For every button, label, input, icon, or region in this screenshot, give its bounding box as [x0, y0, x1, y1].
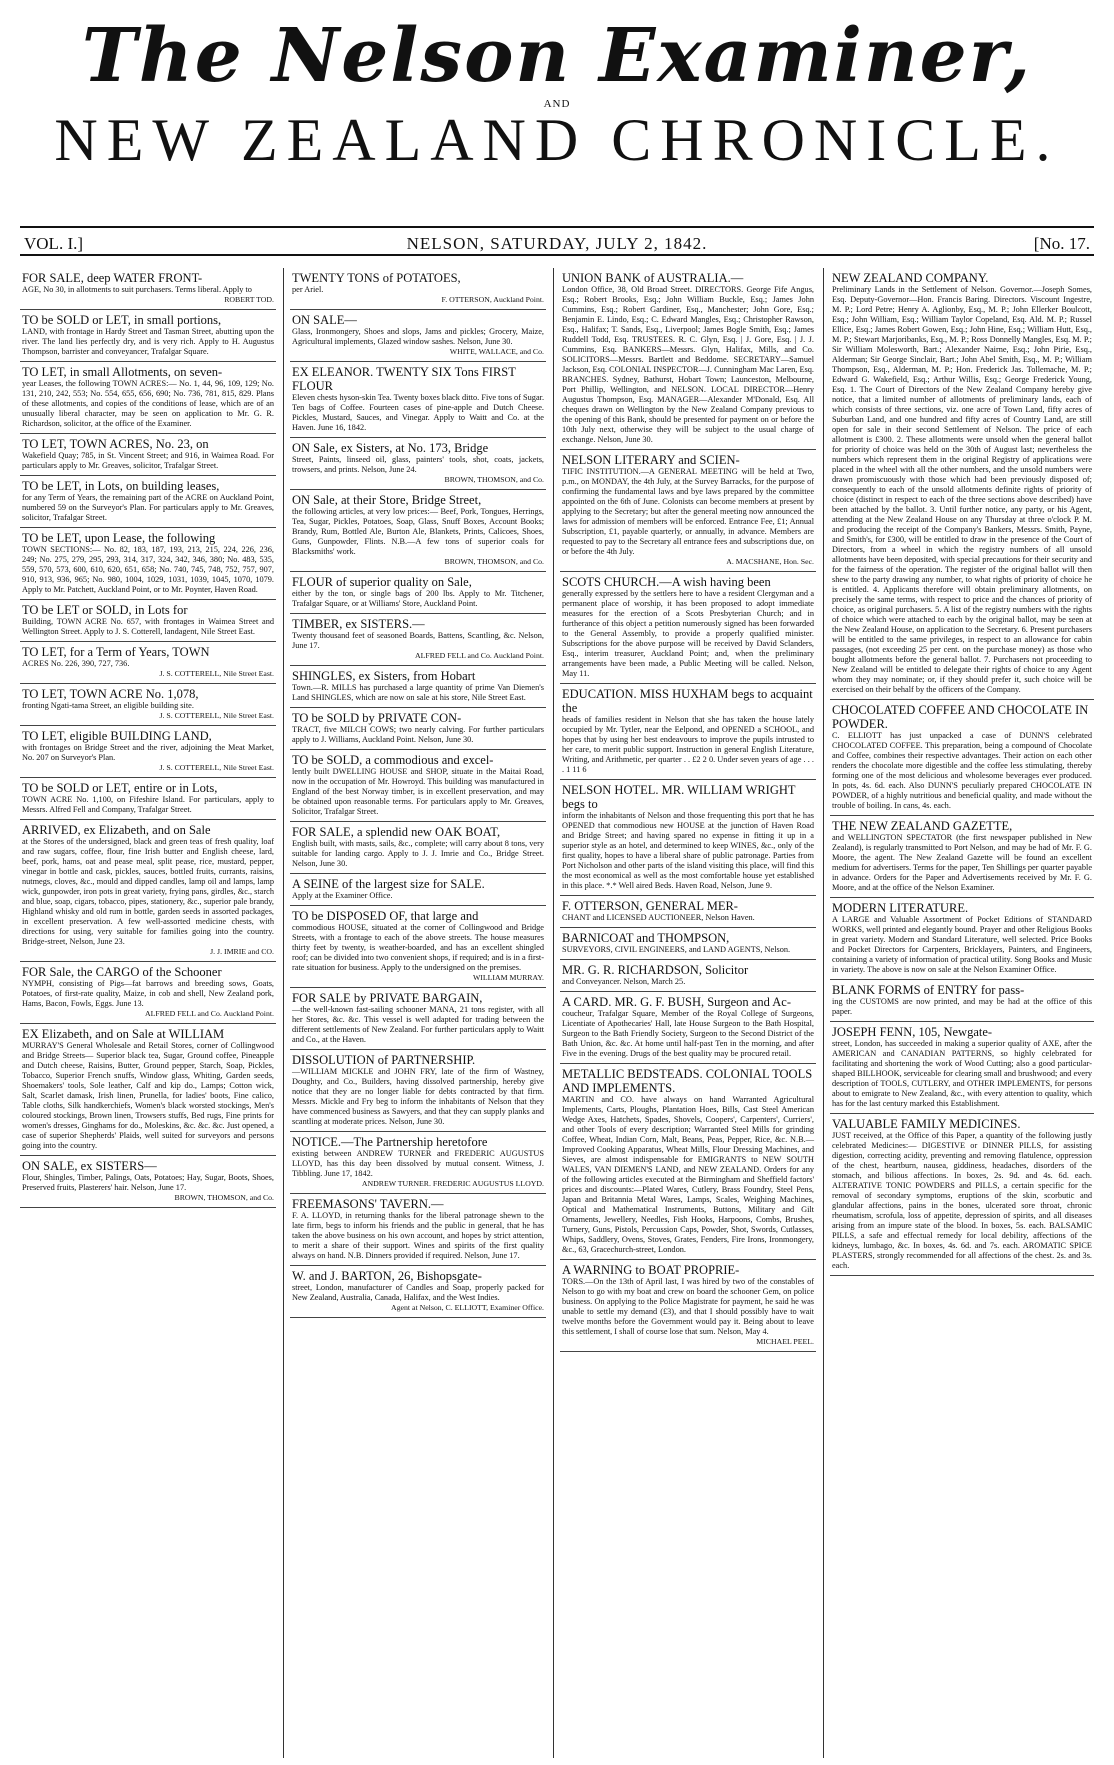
advertisement-heading: FOR SALE, a splendid new OAK BOAT, — [292, 825, 501, 839]
advertisement-body: Flour, Shingles, Timber, Palings, Oats, Potatoes; Hay, Sugar, Boots, Shoes, Preserved fruits, Plasterers' hair. Nelson, June 17. — [22, 1173, 274, 1192]
advertisement-body: —the well-known fast-sailing schooner MANA, 21 tons register, with all her Stores, &c. &c. This vessel is well adapted for trading between the different settlements of New Zealand. For further particulars apply to Waitt and Co., at the Haven. — [292, 1005, 544, 1044]
advertisement-heading: NEW ZEALAND COMPANY. — [832, 271, 989, 285]
columns — [20, 268, 1094, 1758]
advertisement — [20, 726, 276, 778]
advertisement — [290, 268, 546, 310]
advertisement — [290, 1266, 546, 1318]
advertisement-body: CHANT and LICENSED AUCTIONEER, Nelson Haven. — [562, 913, 755, 922]
advertisement — [290, 572, 546, 614]
advertisement-body: year Leases, the following TOWN ACRES:— No. 1, 44, 96, 109, 129; No. 131, 210, 242, 553; No. 554, 655, 656, 690; No. 736, 781, 815, 829. Plans of these allotments, and copies of the conditions of lease, which are of an unusually liberal character, may be seen on application to Mr. G. R. Richardson, solicitor, at the office of the Examiner. — [22, 379, 274, 428]
advertisement — [560, 450, 816, 572]
volume-label: VOL. I.] — [24, 234, 84, 253]
advertisement — [290, 1132, 546, 1194]
advertisement — [290, 874, 546, 906]
advertisement — [560, 896, 816, 928]
advertisement-body: LAND, with frontage in Hardy Street and Tasman Street, abutting upon the river. The land lies perfectly dry, and is very rich. Apply to H. Augustus Thompson, barrister and conveyancer, Trafalgar Square. — [22, 327, 274, 356]
advertisement-heading: ON SALE— — [292, 313, 357, 327]
advertisement-body: coucheur, Trafalgar Square, Member of the Royal College of Surgeons, Licentiate of Apothecaries' Hall, late House Surgeon to the Bath Hospital, Surgeon to the Bath Friendly Society, Surgeon to the Second District of the Bath Union, &c. &c. At home until half-past Ten in the morning, and after Five in the evening. Drugs of the best quality may be procured retail. — [562, 1009, 814, 1058]
advertisement-body: AGE, No 30, in allotments to suit purchasers. Terms liberal. Apply to — [22, 285, 252, 294]
advertisement-heading: FREEMASONS' TAVERN.— — [292, 1197, 444, 1211]
advertisement-heading: TO be DISPOSED OF, that large and — [292, 909, 479, 923]
column-3 — [560, 268, 816, 1758]
advertisement-body: TRACT, five MILCH COWS; two nearly calving. For further particulars apply to J. Williams, Auckland Point. Nelson, June 30. — [292, 725, 544, 744]
advertisement-body: inform the inhabitants of Nelson and those frequenting this port that he has OPENED that commodious new HOUSE at the junction of Haven Road and Bridge Street; and having spared no expense in fitting it up in a superior style as an hotel, and determined to keep WINES, &c., only of the first quality, hopes to have a liberal share of public patronage. Parties from Port Nicholson and other parts of the island visiting this place, will find this the most economical as well as the most comfortable house yet established in this place. *.* Well aired Beds. Haven Road, Nelson, June 9. — [562, 811, 814, 890]
advertisement-heading: ON Sale, at their Store, Bridge Street, — [292, 493, 482, 507]
advertisement-body: Town.—R. MILLS has purchased a large quantity of prime Van Diemen's Land SHINGLES, which are now on sale at his store, Nile Street East. — [292, 683, 544, 702]
advertisement-body: fronting Ngati-tama Street, an eligible building site. — [22, 701, 194, 710]
advertisement-body: street, London, manufacturer of Candles and Soap, properly packed for New Zealand, Australia, Canada, Halifax, and the West Indies. — [292, 1283, 544, 1302]
advertisement-signature: J. S. COTTERELL, Nile Street East. — [159, 763, 274, 772]
advertisement — [560, 780, 816, 896]
advertisement — [560, 928, 816, 960]
advertisement-heading: EDUCATION. MISS HUXHAM begs to acquaint the — [562, 687, 813, 715]
advertisement-heading: BLANK FORMS of ENTRY for pass- — [832, 983, 1025, 997]
advertisement-body: TIFIC INSTITUTION.—A GENERAL MEETING will be held at Two, p.m., on MONDAY, the 4th July, at the Survey Barracks, for the purpose of confirming the fundamental laws and bye laws prepared by the committee appointed on the 6th of June. Colonists can become members at present by applying to the Secretary; but after the general meeting now announced the laws for admission of members will be enforced. Entrance Fee, £1; Annual Subscription, £1, payable quarterly, or annually, in advance. Members are requested to pay to the Secretary all entrance fees and subscriptions due, on or before the 4th July. — [562, 467, 814, 556]
advertisement — [290, 490, 546, 572]
advertisement — [560, 572, 816, 684]
advertisement — [830, 1114, 1094, 1276]
advertisement-body: with frontages on Bridge Street and the river, adjoining the Meat Market, No. 207 on Surveyor's Plan. — [22, 743, 274, 762]
advertisement-signature: BROWN, THOMSON, and Co. — [444, 557, 544, 566]
advertisement-heading: METALLIC BEDSTEADS. COLONIAL TOOLS AND IMPLEMENTS. — [562, 1067, 813, 1095]
advertisement-body: TOWN ACRE No. 1,100, on Fifeshire Island. For particulars, apply to Messrs. Alfred Fell and Company, Trafalgar Street. — [22, 795, 274, 814]
advertisement-body: Street, Paints, linseed oil, glass, painters' tools, shot, coats, jackets, trowsers, and prints. Nelson, June 24. — [292, 455, 544, 474]
column-rule — [283, 268, 284, 1758]
column-rule — [823, 268, 824, 1758]
advertisement — [830, 268, 1094, 700]
advertisement-signature: BROWN, THOMSON, and Co. — [444, 475, 544, 484]
column-4 — [830, 268, 1094, 1758]
advertisement-heading: NELSON HOTEL. MR. WILLIAM WRIGHT begs to — [562, 783, 796, 811]
advertisement — [290, 822, 546, 874]
issue-date: NELSON, SATURDAY, JULY 2, 1842. — [406, 234, 708, 253]
advertisement-heading: TO be SOLD by PRIVATE CON- — [292, 711, 462, 725]
advertisement — [290, 362, 546, 438]
advertisement — [290, 988, 546, 1050]
advertisement-body: at the Stores of the undersigned, black and green teas of fresh quality, loaf and raw sugars, coffee, flour, fine Irish butter and English cheese, lard, beef, pork, hams, oat and pease meal, split pease, rice, mustard, pepper, vinegar in bottle and cask, pickles, sauces, bottled fruits, currants, raisins, nutmegs, cloves, &c., mould and dipped candles, lamp oil and lamps, lamp wick, gunpowder, iron pots in great variety, frying pans, girdles, &c., starch and blue, soap, cigars, tobacco, pipes, stationery, &c., superior pale brandy, Highland whisky and old rum in bottle, garden seeds in assorted packages, in excellent preservation. A few well-assorted medicine chests, with directions for using, very suitable for families going into the country. Bridge-street, Nelson, June 23. — [22, 837, 274, 946]
advertisement — [290, 438, 546, 490]
advertisement-heading: TO be LET or SOLD, in Lots for — [22, 603, 188, 617]
advertisement-heading: TO be LET, in Lots, on building leases, — [22, 479, 220, 493]
advertisement-body: ing the CUSTOMS are now printed, and may be had at the office of this paper. — [832, 997, 1092, 1016]
advertisement-body: ACRES No. 226, 390, 727, 736. — [22, 659, 130, 668]
column-rule — [553, 268, 554, 1758]
advertisement — [290, 708, 546, 750]
advertisement-body: A LARGE and Valuable Assortment of Pocket Editions of STANDARD WORKS, well printed and elegantly bound. Prayer and other Religious Books in great variety. Modern and Standard Literature, well selected. Price Books and Pocket Directors for Carpenters, Bricklayers, Painters, and Engineers, containing a variety of information of practical utility. Song Books and Music in variety. The above is now on sale at the Nelson Examiner Office. — [832, 915, 1092, 974]
advertisement-signature: F. OTTERSON, Auckland Point. — [441, 295, 544, 304]
advertisement — [830, 980, 1094, 1022]
advertisement-signature: ALFRED FELL and Co. Auckland Point. — [414, 651, 544, 660]
advertisement-signature: MICHAEL PEEL. — [756, 1337, 814, 1346]
newspaper-subtitle: NEW ZEALAND CHRONICLE. — [54, 107, 1060, 173]
advertisement-body: Building, TOWN ACRE No. 657, with frontages in Waimea Street and Wellington Street. Apply to J. S. Cotterell, landagent, Nile Street East. — [22, 617, 274, 636]
advertisement-heading: TO be SOLD or LET, entire or in Lots, — [22, 781, 218, 795]
advertisement-heading: TO LET, TOWN ACRE No. 1,078, — [22, 687, 199, 701]
advertisement-heading: TO LET, in small Allotments, on seven- — [22, 365, 223, 379]
advertisement-heading: FLOUR of superior quality on Sale, — [292, 575, 472, 589]
advertisement-body: Eleven chests hyson-skin Tea. Twenty boxes black ditto. Five tons of Sugar. Ten bags of Coffee. Fourteen cases of pine-apple and Dutch Cheese. Pickles, Mustard, Sauces, and Vinegar. Apply to Waitt and Co. at the Haven. June 16, 1842. — [292, 393, 545, 432]
advertisement — [20, 476, 276, 528]
advertisement-body: either by the ton, or single bags of 200 lbs. Apply to Mr. Titchener, Trafalgar Square, or at Williams' Store, Auckland Point. — [292, 589, 544, 608]
advertisement-signature: BROWN, THOMSON, and Co. — [174, 1193, 274, 1202]
advertisement-heading: SCOTS CHURCH.—A wish having been — [562, 575, 771, 589]
advertisement-heading: NELSON LITERARY and SCIEN- — [562, 453, 740, 467]
advertisement-body: street, London, has succeeded in making a superior quality of AXE, after the AMERICAN and CANADIAN PATTERNS, so highly celebrated for facilitating and shortening the work of Wood Cutting; also a good particular-shaped BILLHOOK, serviceable for clearing small and brushwood; and every description of TOOLS, CUTLERY, and OTHER IMPLEMENTS, for persons about to emigrate to New Zealand, &c., with every attention to quality, which has for the last century marked this Establishment. — [832, 1039, 1092, 1108]
advertisement-body: lently built DWELLING HOUSE and SHOP, situate in the Maitai Road, now in the occupation of Mr. Howroyd. This building was manufactured in England of the best Norway timber, is in excellent preservation, and may be obtained upon reasonable terms. For particulars apply to Mr. Greaves, Solicitor, Trafalgar Street. — [292, 767, 544, 816]
advertisement-body: NYMPH, consisting of Pigs—fat barrows and breeding sows, Goats, Potatoes, of first-rate quality, Maize, in cob and shell, New Zealand pork, Hams, Bacon, Fowls, Eggs. June 13. — [22, 979, 274, 1008]
advertisement-heading: BARNICOAT and THOMPSON, — [562, 931, 730, 945]
advertisement — [20, 1024, 276, 1156]
advertisement-body: C. ELLIOTT has just unpacked a case of DUNN'S celebrated CHOCOLATED COFFEE. This preparation, being a compound of Chocolate and Coffee, combines their respective advantages. Their action on each other renders the chocolate more digestible and the coffee less stimulating, thereby forming one of the most delicious and wholesome beverages ever produced. In pots, 4s. 6d. each. Also DUNN'S peculiarly prepared CHOCOLATE IN POWDER, of a highly nutritious and beneficial quality, and made without the trouble of boiling. In cans, 4s. each. — [832, 731, 1092, 810]
advertisement — [20, 684, 276, 726]
advertisement-signature: A. MACSHANE, Hon. Sec. — [726, 557, 814, 566]
advertisement-heading: EX ELEANOR. TWENTY SIX Tons FIRST FLOUR — [292, 365, 516, 393]
advertisement-signature: ALFRED FELL and Co. Auckland Point. — [144, 1009, 274, 1018]
advertisement-heading: A SEINE of the largest size for SALE. — [292, 877, 485, 891]
advertisement — [830, 700, 1094, 816]
advertisement-signature: WILLIAM MURRAY. — [472, 973, 544, 982]
advertisement — [20, 962, 276, 1024]
advertisement-heading: TIMBER, ex SISTERS.— — [292, 617, 425, 631]
advertisement-heading: DISSOLUTION of PARTNERSHIP. — [292, 1053, 476, 1067]
newspaper-title: The Nelson Examiner, — [81, 13, 1033, 99]
advertisement — [560, 1260, 816, 1352]
advertisement-heading: W. and J. BARTON, 26, Bishopsgate- — [292, 1269, 482, 1283]
advertisement-heading: EX Elizabeth, and on Sale at WILLIAM — [22, 1027, 225, 1041]
advertisement — [830, 816, 1094, 898]
advertisement — [20, 820, 276, 962]
column-2 — [290, 268, 546, 1758]
advertisement — [290, 666, 546, 708]
advertisement-heading: JOSEPH FENN, 105, Newgate- — [832, 1025, 993, 1039]
advertisement-signature: Agent at Nelson, C. ELLIOTT, Examiner Office. — [390, 1303, 544, 1312]
advertisement-heading: ARRIVED, ex Elizabeth, and on Sale — [22, 823, 211, 837]
advertisement-signature: J. J. IMRIE and CO. — [210, 947, 274, 956]
advertisement — [290, 310, 546, 362]
advertisement-heading: FOR SALE, deep WATER FRONT- — [22, 271, 203, 285]
advertisement — [20, 434, 276, 476]
advertisement — [20, 528, 276, 600]
advertisement-body: Glass, Ironmongery, Shoes and slops, Jams and pickles; Grocery, Maize, Agricultural implements, Glazed window sashes. Nelson, June 30. — [292, 327, 544, 346]
advertisement-heading: SHINGLES, ex Sisters, from Hobart — [292, 669, 476, 683]
advertisement-heading: TO LET, TOWN ACRES, No. 23, on — [22, 437, 209, 451]
advertisement-heading: F. OTTERSON, GENERAL MER- — [562, 899, 738, 913]
advertisement-signature: ANDREW TURNER. FREDERIC AUGUSTUS LLOYD. — [361, 1179, 544, 1188]
advertisement-heading: FOR SALE by PRIVATE BARGAIN, — [292, 991, 483, 1005]
advertisement-heading: NOTICE.—The Partnership heretofore — [292, 1135, 488, 1149]
advertisement-heading: TO be SOLD, a commodious and excel- — [292, 753, 494, 767]
advertisement-body: F. A. LLOYD, in returning thanks for the liberal patronage shewn to the late firm, begs to inform his friends and the public in general, that he has taken the above business on his own account, and hopes by strict attention, to merit a share of their support. Wines and spirits of the first quality always on hand. N.B. Dinners provided if required. Nelson, June 17. — [292, 1211, 544, 1260]
advertisement — [20, 1156, 276, 1208]
advertisement-body: Preliminary Lands in the Settlement of Nelson. Governor.—Joseph Somes, Esq. Deputy-Governor—Hon. Francis Baring. Directors. Viscount Ingestre, M. P.; Lord Petre; Henry A. Aglionby, Esq., M. P.; John Ellerker Boulcott, Esq.; John William, Esq.; William Taylor Copeland, Esq. Ald. M. P.; Russel Ellice, Esq.; James Robert Gowen, Esq.; John Hine, Esq.; William Hutt, Esq., M. P.; Stewart Marjoribanks, Esq., M. P.; Ross Donnelly Mangles, Esq. M. P.; Sir William Molesworth, Bart.; Alexander Nairne, Esq.; John Pirie, Esq., Alderman; Sir George Sinclair, Bart.; John Abel Smith, Esq., M. P.; William Thompson, Esq., Alderman, M. P.; Hon. Frederick Jas. Tollemache, M. P.; Edward G. Wakefield, Esq.; Arthur Willis, Esq.; George Frederick Young, Esq. 1. The Court of Directors of the New Zealand Company hereby give notice, that a limited number of allotments of preliminary lands, each of which consists of three sections, viz. one acre of Town Land, fifty acres of Suburban Land, and one hundred and fifty acres of Country Land, are still open for sale in their second Settlement of Nelson. The price of each allotment is £300. 2. These allotments were unsold when the general ballot for priority of choice was held on the 30th of August last; nevertheless the numbers which represent them in the original Registry of applications were placed in the wheel with all the other numbers, and the unsold numbers were drawn promiscuously with those which had been previously disposed of; consequently to each of the unsold allotments definite rights of priority of choice (distinct in respect to each of the three sections above described) have been attached by the ballot. 3. Until further notice, any party, or his Agent, attending at the New Zealand House on any Thursday at three o'clock P. M. and producing the receipt of the Company's Bankers, Messrs. Smith, Payne, and Smith's, for £300, will be entitled to draw in the presence of the Court of Directors, from a wheel in which the registry numbers of all unsold allotments have been deposited, with special precautions for their security and for the fairness of the operation. The register of the original ballot will then shew to the party drawing any number, to what rights of priority of choice he is entitled. 4. Applicants therefore will obtain preliminary allotments, on precisely the same terms, with respect to price and the chances of priority of choice, as original purchasers. 5. A list of the registry numbers with the rights of choice which were attached to each by the original ballot, may be seen at the New Zealand House, on application to the Secretary. 6. Present purchasers will be entitled to the same privileges, in respect to an allowance for cabin passages, (not exceeding 25 per cent. on the purchase money) as those who bought allotments before the general ballot. 7. Purchasers not proceeding to New Zealand will be entitled to delegate their rights of choice to any Agent whom they may nominate; or, if they should prefer it, such choice will be exercised on their behalf by the officers of the Company. — [832, 285, 1092, 694]
advertisement-body: Apply at the Examiner Office. — [292, 891, 393, 900]
advertisement-body: TOWN SECTIONS:— No. 82, 183, 187, 193, 213, 215, 224, 226, 236, 249; No. 275, 279, 295, 293, 314, 317, 324, 342, 346, 380; No. 483, 535, 559, 570, 573, 600, 610, 620, 651, 658; No. 740, 745, 748, 752, 757, 907, 910, 913, 936, 965; No. 980, 1004, 1029, 1031, 1039, 1045, 1070, 1079. Apply to Mr. Patchett, Auckland Point, or to Mr. Poynter, Haven Road. — [22, 545, 274, 594]
advertisement-body: per Ariel. — [292, 285, 324, 294]
advertisement — [560, 1064, 816, 1260]
advertisement-heading: MODERN LITERATURE. — [832, 901, 969, 915]
advertisement-heading: THE NEW ZEALAND GAZETTE, — [832, 819, 1013, 833]
advertisement-body: commodious HOUSE, situated at the corner of Collingwood and Bridge Streets, with a frontage to each of the above streets. The house measures thirty feet by twenty, is weather-boarded, and has an excellent shingled roof; can be divided into two convenient shops, if required; and is in a first-rate situation for business. Apply to the undersigned on the premises. — [292, 923, 544, 972]
advertisement-heading: ON Sale, ex Sisters, at No. 173, Bridge — [292, 441, 489, 455]
advertisement — [560, 684, 816, 780]
advertisement-signature: ROBERT TOD. — [224, 295, 274, 304]
advertisement-body: TORS.—On the 13th of April last, I was hired by two of the constables of Nelson to go with my boat and crew on board the schooner Gem, on police business. On applying to the Police Magistrate for payment, he said he was unable to settle my demand (£3), and that I should possibly have to wait twelve months before the Government would pay it. Being about to leave this settlement, I shall of course lose that sum. Nelson, May 4. — [562, 1277, 814, 1336]
advertisement-body: for any Term of Years, the remaining part of the ACRE on Auckland Point, numbered 59 on the Surveyor's Plan. For particulars apply to Mr. Greaves, solicitor, Trafalgar Street. — [22, 493, 274, 522]
advertisement-body: existing between ANDREW TURNER and FREDERIC AUGUSTUS LLOYD, has this day been dissolved by mutual consent. Witness, J. Tibbling. June 17, 1842. — [292, 1149, 544, 1178]
advertisement — [830, 898, 1094, 980]
issue-number: [No. 17. — [1033, 234, 1090, 253]
advertisement-signature: J. S. COTTERELL, Nile Street East. — [159, 669, 274, 678]
advertisement-signature: J. S. COTTERELL, Nile Street East. — [159, 711, 274, 720]
advertisement — [290, 750, 546, 822]
advertisement-body: JUST received, at the Office of this Paper, a quantity of the following justly celebrated Medicines:— DIGESTIVE or DINNER PILLS, for assisting digestion, correcting acidity, preventing and removing flatulence, oppression of the chest, heartburn, nausea, giddiness, headaches, disorders of the stomach, and bilious affections. In boxes, 2s. 9d. and 4s. 6d. each. ALTERATIVE TONIC POWDERS and PILLS, a certain specific for the removal of secondary symptoms, eruptions of the skin, scorbutic and glandular affections, pains in the bones, ulcerated sore throat, chronic rheumatism, scrofula, loss of appetite, depression of spirits, and all diseases arising from an impure state of the blood. In boxes, 5s. each. BALSAMIC PILLS, a safe and effectual remedy for local debility, affections of the kidneys, lumbago, &c. In boxes, 4s. 6d. and 7s. each. AROMATIC SPICE PLASTERS, strongly recommended for all affections of the chest. 2s. and 3s. each. — [832, 1131, 1092, 1270]
advertisement-signature: WHITE, WALLACE, and Co. — [449, 347, 544, 356]
advertisement — [20, 362, 276, 434]
advertisement-body: and Conveyancer. Nelson, March 25. — [562, 977, 686, 986]
advertisement-heading: ON SALE, ex SISTERS— — [22, 1159, 157, 1173]
advertisement-body: SURVEYORS, CIVIL ENGINEERS, and LAND AGENTS, Nelson. — [562, 945, 791, 954]
advertisement-heading: A WARNING to BOAT PROPRIE- — [562, 1263, 740, 1277]
advertisement — [290, 906, 546, 988]
advertisement-heading: TWENTY TONS of POTATOES, — [292, 271, 461, 285]
advertisement-body: English built, with masts, sails, &c., complete; will carry about 8 tons, very suitable for landing cargo. Apply to J. J. Imrie and Co., Bridge Street. Nelson, June 30. — [292, 839, 544, 868]
advertisement — [290, 614, 546, 666]
advertisement-heading: FOR Sale, the CARGO of the Schooner — [22, 965, 222, 979]
advertisement-body: —WILLIAM MICKLE and JOHN FRY, late of the firm of Wastney, Doughty, and Co., Builders, having dissolved partnership, hereby give notice that they are no longer liable for debts contracted by that firm. Messrs. Mickle and Fry beg to inform the inhabitants of Nelson that they have commenced business as Sawyers, and that they can supply planks and scantling at moderate prices. Nelson, June 30. — [292, 1067, 544, 1126]
advertisement-heading: VALUABLE FAMILY MEDICINES. — [832, 1117, 1021, 1131]
advertisement — [290, 1050, 546, 1132]
masthead-and: AND — [543, 98, 571, 110]
advertisement — [560, 960, 816, 992]
advertisement-body: Wakefield Quay; 785, in St. Vincent Street; and 916, in Waimea Road. For particulars apply to Mr. Greaves, solicitor, Trafalgar Street. — [22, 451, 274, 470]
column-1 — [20, 268, 276, 1758]
advertisement-heading: TO be LET, upon Lease, the following — [22, 531, 216, 545]
advertisement-heading: TO be SOLD or LET, in small portions, — [22, 313, 222, 327]
advertisement — [560, 992, 816, 1064]
advertisement — [20, 642, 276, 684]
advertisement-body: and WELLINGTON SPECTATOR (the first newspaper published in New Zealand), is regularly transmitted to Port Nelson, and may be had of Mr. F. G. Moore, the agent. The New Zealand Gazette will be found an excellent medium for advertisers. Terms for the paper, Ten Shillings per quarter payable in advance. Orders for the Paper and Advertisements received by Mr. F. G. Moore, and at the office of the Nelson Examiner. — [832, 833, 1092, 892]
advertisement — [20, 310, 276, 362]
advertisement — [290, 1194, 546, 1266]
dateline — [20, 226, 1094, 256]
advertisement-body: Twenty thousand feet of seasoned Boards, Battens, Scantling, &c. Nelson, June 17. — [292, 631, 544, 650]
advertisement-heading: TO LET, eligible BUILDING LAND, — [22, 729, 212, 743]
advertisement-body: heads of families resident in Nelson that she has taken the house lately occupied by Mr. Tytler, near the Eelpond, and OPENED a SCHOOL, and hopes that by using her best endeavours to improve the pupils intrusted to her care, to merit public support. Instruction in general English Literature, Writing, and Arithmetic, per quarter . . £2 2 0. Under seven years of age . . . . 1 11 6 — [562, 715, 814, 774]
advertisement — [20, 268, 276, 310]
advertisement-body: London Office, 38, Old Broad Street. DIRECTORS. George Fife Angus, Esq.; Robert Brooks, Esq.; John William Buckle, Esq.; James John Cummins, Esq.; Robert Gardiner, Esq., Manchester; John Gore, Esq.; Benjamin E. Lindo, Esq.; C. Edward Mangles, Esq.; Christopher Rawson, Esq., Halifax; T. Sands, Esq., Liverpool; James Bogle Smith, Esq.; James Ruddell Todd, Esq. TRUSTEES. R. C. Glyn, Esq. | J. Gore, Esq. | J. J. Cummins, Esq. BANKERS—Messrs. Glyn, Halifax, Mills, and Co. SOLICITORS—Messrs. Bartlett and Beddome. SECRETARY—Samuel Jackson, Esq. COLONIAL INSPECTOR—J. Cunningham Mac Laren, Esq. BRANCHES. Sydney, Bathurst, Hobart Town; Launceston, Melbourne, Port Phillip, Wellington, and NELSON. LOCAL DIRECTOR—Henry Augustus Thompson, Esq. MANAGER—Alexander M'Donald, Esq. All cheques drawn on Wellington by the New Zealand Company previous to the opening of this Bank, should be presented for payment on or before the 10th July next, otherwise they will be subject to the usual charge of exchange. Nelson, June 30. — [562, 285, 814, 444]
advertisement-heading: TO LET, for a Term of Years, TOWN — [22, 645, 210, 659]
advertisement — [20, 778, 276, 820]
advertisement-body: MARTIN and CO. have always on hand Warranted Agricultural Implements, Carts, Ploughs, Plantation Hoes, Bills, Cast Steel American Wedge Axes, Hatchets, Spades, Shovels, Coopers', Carpenters', Curriers', and other Tools of every description; Warranted Steel Mills for grinding Coffee, Wheat, Indian Corn, Malt, Beans, Peas, Pepper, Rice, &c. N.B.—Improved Cooking Apparatus, Wheat Mills, Flour Dressing Machines, and Sieves, are almost indispensable for EMIGRANTS to NEW SOUTH WALES, VAN DIEMEN'S LAND, and NEW ZEALAND. Orders for any of the following articles executed at the Birmingham and Sheffield factors' prices and discounts:—Plated Wares, Cutlery, Brass Foundry, Steel Pens, Japan and Britannia Metal Wares, Lamps, Scales, Weighing Machines, Optical and Mathematical Instruments, Buttons, Military and Gilt Ornaments, Jewellery, Needles, Fish Hooks, Harpoons, Combs, Brushes, Turnery, Guns, Pistols, Percussion Caps, Powder, Shot, Swords, Cutlasses, Whips, Saddlery, Ovens, Stoves, Grates, Fenders, Fire Irons, Ironmongery, &c., 63, Gracechurch-street, London. — [562, 1095, 814, 1254]
advertisement — [830, 1022, 1094, 1114]
advertisement-heading: MR. G. R. RICHARDSON, Solicitor — [562, 963, 749, 977]
advertisement-body: the following articles, at very low prices:— Beef, Pork, Tongues, Herrings, Tea, Sugar, Pickles, Potatoes, Soap, Glass, Snuff Boxes, Account Books; Brandy, Rum, Bottled Ale, Burton Ale, Blankets, Prints, Calicoes, Shoes, Guns, Gunpowder, Flints. N.B.—A few tons of superior coals for Blacksmiths' work. — [292, 507, 544, 556]
advertisement-heading: CHOCOLATED COFFEE AND CHOCOLATE IN POWDER. — [832, 703, 1089, 731]
masthead — [0, 0, 1114, 172]
advertisement-body: generally expressed by the settlers here to have a resident Clergyman and a permanent place of worship, it has been proposed to adopt immediate measures for the erection of a Scots Presbyterian Church; and in furtherance of this object a petition numerously signed has been forwarded to the General Assembly, to provide a properly qualified minister. Subscriptions for the above purpose will be received by David Sclanders, Esq., interim treasurer, Auckland Point; and, when the preliminary arrangements have been made, a Public Meeting will be called. Nelson, May 11. — [562, 589, 814, 678]
advertisement — [560, 268, 816, 450]
advertisement-heading: UNION BANK of AUSTRALIA.— — [562, 271, 744, 285]
advertisement — [20, 600, 276, 642]
advertisement-heading: A CARD. MR. G. F. BUSH, Surgeon and Ac- — [562, 995, 791, 1009]
advertisement-body: MURRAY'S General Wholesale and Retail Stores, corner of Collingwood and Bridge Streets— Superior black tea, Sugar, Ground coffee, Pineapple and Dutch cheese, Raisins, Butter, Ground pepper, Starch, Soap, Pickles, Tobacco, Superior French snuffs, Window glass, Whiting, Garden seeds, Shoemakers' tools, Sole leather, Calf and kip do., Lamps; Cotton wick, Salt, Scarlet damask, Irish linen, Prunella, for ladies' boots, Fine calico, Table cloths, Silk handkerchiefs, Women's black worsted stockings, Men's coloured stockings, Brown linen, Trowsers stuffs, Bed rugs, Fine prints for women's dresses, Ginghams for do., Moleskins, &c. &c. &c. Just opened, a case of superior Shepherds' Plaids, well suited for surveyors and persons going into the country. — [22, 1041, 274, 1150]
